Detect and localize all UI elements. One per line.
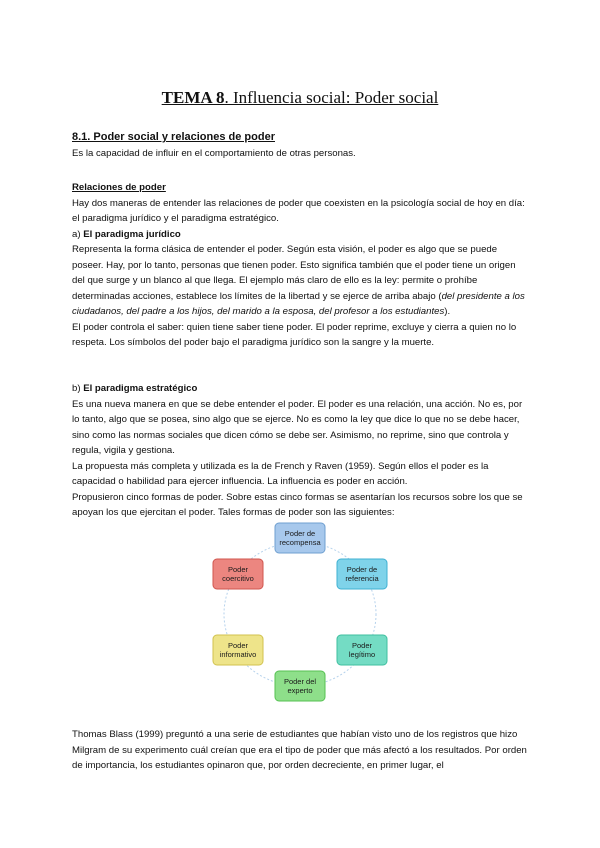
- estrategico-body3: Propusieron cinco formas de poder. Sobre estas cinco formas se asentarían los recursos sobre los que se apoyan los que ejercitan el poder. Tales formas de poder son las siguientes:: [72, 491, 523, 518]
- relaciones-heading: Relaciones de poder: [72, 182, 166, 193]
- estrategico-marker: b): [72, 383, 81, 394]
- cycle-node-5: [213, 635, 263, 665]
- cycle-node-label: Poder: [227, 565, 249, 574]
- juridico-close: ).: [444, 306, 451, 317]
- juridico-examples: del presidente a los ciudadanos, del padre a los hijos, del marido a la esposa, del profesor a los estudiantes: [72, 290, 525, 317]
- cycle-node-label: Poder: [351, 641, 373, 650]
- section-block: [72, 130, 528, 161]
- cycle-node-label: experto: [287, 686, 313, 695]
- cycle-node-label: referencia: [345, 574, 379, 583]
- juridico-paragraph: [72, 242, 528, 320]
- cycle-node-6: [213, 559, 263, 589]
- relaciones-block: [72, 180, 528, 351]
- cycle-node-4: [275, 671, 325, 701]
- cycle-node-label: recompensa: [279, 538, 321, 547]
- cycle-node-label: Poder: [227, 641, 249, 650]
- estrategico-body: Es una nueva manera en que se debe entender el poder. El poder es una relación, una acción. No es, por lo tanto, algo que se posea, sino algo que se ejerce. No es como la ley que dice lo que no se debe hacer, sino como las normas sociales que dicen cómo se debe ser. Asimismo, no reprime, sino que controla y regula, vigila y gestiona.: [72, 398, 523, 456]
- power-forms-cycle-diagram: [200, 520, 400, 710]
- closing-paragraph: Thomas Blass (1999) preguntó a una serie de estudiantes que habían visto uno de los registros que hizo Milgram de su experimento cuál creían que era el tipo de poder que más afectó a los resultados. Por orden de importancia, los estudiantes opinaron que, por orden decreciente, en primer lugar, el: [72, 729, 527, 771]
- cycle-node-label: Poder de: [284, 529, 316, 538]
- estrategico-heading: El paradigma estratégico: [83, 383, 198, 394]
- estrategico-block: [72, 381, 528, 521]
- title-topic: TEMA 8: [161, 88, 225, 107]
- cycle-node-label: informativo: [219, 650, 257, 659]
- cycle-node-label: coercitivo: [222, 574, 254, 583]
- definition-text: Es la capacidad de influir en el comportamiento de otras personas.: [72, 147, 356, 159]
- page-title: [0, 88, 600, 108]
- juridico-marker: a): [72, 228, 81, 240]
- cycle-node-label: legítimo: [348, 650, 376, 659]
- title-text: . Influencia social: Poder social: [224, 88, 439, 107]
- relaciones-intro: Hay dos maneras de entender las relaciones de poder que coexisten en la psicología social de hoy en día: el paradigma jurídico y el paradigma estratégico.: [72, 197, 525, 224]
- cycle-node-label: Poder del: [283, 677, 317, 686]
- section-heading: 8.1. Poder social y relaciones de poder: [72, 131, 275, 143]
- juridico-heading: El paradigma jurídico: [83, 228, 181, 240]
- closing-block: [72, 727, 528, 774]
- juridico-body: Representa la forma clásica de entender el poder. Según esta visión, el poder es algo que se puede poseer. Hay, por lo tanto, personas que tienen poder. Esto significa también que el poder tiene un origen del que surge y un blanco al que llega. El ejemplo más claro de ello es la ley: permite o prohíbe determinadas acciones, establece los límites de la libertad y se ejerce de arriba abajo (: [72, 244, 516, 302]
- cycle-node-3: [337, 635, 387, 665]
- cycle-node-1: [275, 523, 325, 553]
- cycle-node-label: Poder de: [346, 565, 378, 574]
- juridico-body2: El poder controla el saber: quien tiene saber tiene poder. El poder reprime, excluye y cierra a quien no lo respeta. Los símbolos del poder bajo el paradigma jurídico son la sangre y la muerte.: [72, 321, 517, 348]
- cycle-node-2: [337, 559, 387, 589]
- estrategico-body2: La propuesta más completa y utilizada es la de French y Raven (1959). Según ellos el poder es la capacidad o habilidad para ejercer influencia. La influencia es poder en acción.: [72, 460, 489, 487]
